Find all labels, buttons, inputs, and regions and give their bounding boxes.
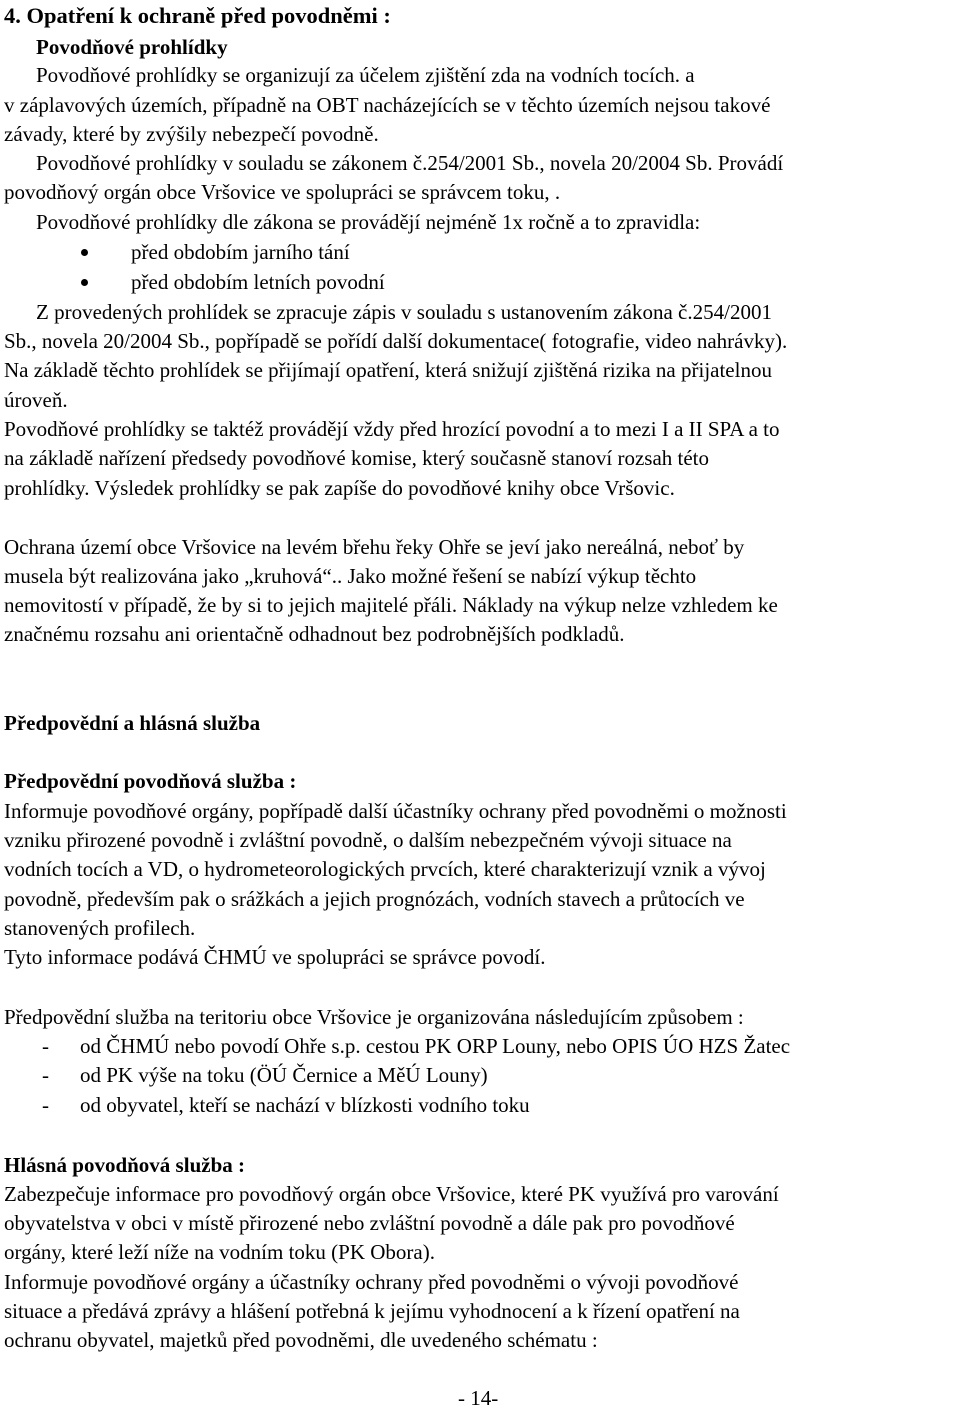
bullet-icon [81,279,88,286]
dash-item: od obyvatel, kteří se nachází v blízkosti vodního toku [80,1093,530,1117]
warning-line: Informuje povodňové orgány a účastníky ochrany před povodněmi o vývoji povodňové [4,1270,739,1294]
bullet-item: před obdobím jarního tání [131,240,350,264]
intro-line: v záplavových územích, případně na OBT nacházejících se v těchto územích nejsou takové [4,93,771,117]
warning-service-heading: Hlásná povodňová služba : [4,1153,245,1177]
forecast-line: vzniku přirozené povodně i zvláštní povodně, o dalším nebezpečném vývoji situace na [4,828,732,852]
record-line: Povodňové prohlídky se taktéž provádějí vždy před hrozící povodní a to mezi I a II SPA a to [4,417,780,441]
protection-line: Ochrana území obce Vršovice na levém břehu řeky Ohře se jeví jako nereálná, neboť by [4,535,745,559]
record-line: na základě nařízení předsedy povodňové komise, který současně stanoví rozsah této [4,446,710,470]
dash-item: od PK výše na toku (ÖÚ Černice a MěÚ Louny) [80,1063,488,1087]
forecast-line: povodně, především pak o srážkách a jejich prognózách, vodních stavech a průtocích ve [4,887,745,911]
forecast-warning-heading: Předpovědní a hlásná služba [4,711,261,735]
warning-line: Zabezpečuje informace pro povodňový orgán obce Vršovice, které PK využívá pro varování [4,1182,779,1206]
forecast-line: Informuje povodňové orgány, popřípadě další účastníky ochrany před povodněmi o možnosti [4,799,787,823]
forecast-line: Tyto informace podává ČHMÚ ve spolupráci se správce povodí. [4,945,546,969]
record-line: prohlídky. Výsledek prohlídky se pak zapíše do povodňové knihy obce Vršovic. [4,476,675,500]
flood-inspections-heading: Povodňové prohlídky [36,35,228,59]
dash-item: od ČHMÚ nebo povodí Ohře s.p. cestou PK ORP Louny, nebo OPIS ÚO HZS Žatec [80,1034,791,1058]
warning-line: ochranu obyvatel, majetků před povodněmi, dle uvedeného schématu : [4,1328,598,1352]
bullet-item: před obdobím letních povodní [131,270,385,294]
forecast-service-subheading: Předpovědní povodňová služba : [4,769,297,793]
intro-line: Povodňové prohlídky dle zákona se provádějí nejméně 1x ročně a to zpravidla: [36,210,701,234]
dash-icon: - [42,1093,49,1117]
forecast-line: vodních tocích a VD, o hydrometeorologických prvcích, které charakterizují vznik a vývoj [4,857,766,881]
bullet-icon [81,249,88,256]
protection-line: musela být realizována jako „kruhová“.. Jako možné řešení se nabízí výkup těchto [4,564,697,588]
intro-line: Povodňové prohlídky v souladu se zákonem č.254/2001 Sb., novela 20/2004 Sb. Provádí [36,151,784,175]
organization-line: Předpovědní služba na teritoriu obce Vršovice je organizována následujícím způsobem : [4,1005,744,1029]
page-number: - 14- [458,1386,499,1410]
warning-line: obyvatelstva v obci v místě přirozené nebo zvláštní povodně a dále pak pro povodňové [4,1211,735,1235]
record-line: úroveň. [4,388,68,412]
warning-line: orgány, které leží níže na vodním toku (PK Obora). [4,1240,435,1264]
intro-line: závady, které by zvýšily nebezpečí povodně. [4,122,379,146]
intro-line: Povodňové prohlídky se organizují za účelem zjištění zda na vodních tocích. a [36,63,695,87]
dash-icon: - [42,1063,49,1087]
record-line: Z provedených prohlídek se zpracuje zápis v souladu s ustanovením zákona č.254/2001 [36,300,772,324]
record-line: Na základě těchto prohlídek se přijímají opatření, která snižují zjištěná rizika na přijatelnou [4,358,772,382]
forecast-line: stanovených profilech. [4,916,196,940]
section-title: 4. Opatření k ochraně před povodněmi : [4,3,391,28]
warning-line: situace a předává zprávy a hlášení potřebná k jejímu vyhodnocení a k řízení opatření na [4,1299,740,1323]
protection-line: značnému rozsahu ani orientačně odhadnout bez podrobnějších podkladů. [4,622,625,646]
protection-line: nemovitostí v případě, že by si to jejich majitelé přáli. Náklady na výkup nelze vzhledem ke [4,593,778,617]
dash-icon: - [42,1034,49,1058]
intro-line: povodňový orgán obce Vršovice ve spolupráci se správcem toku, . [4,180,561,204]
record-line: Sb., novela 20/2004 Sb., popřípadě se pořídí další dokumentace( fotografie, video nahrávky). [4,329,788,353]
